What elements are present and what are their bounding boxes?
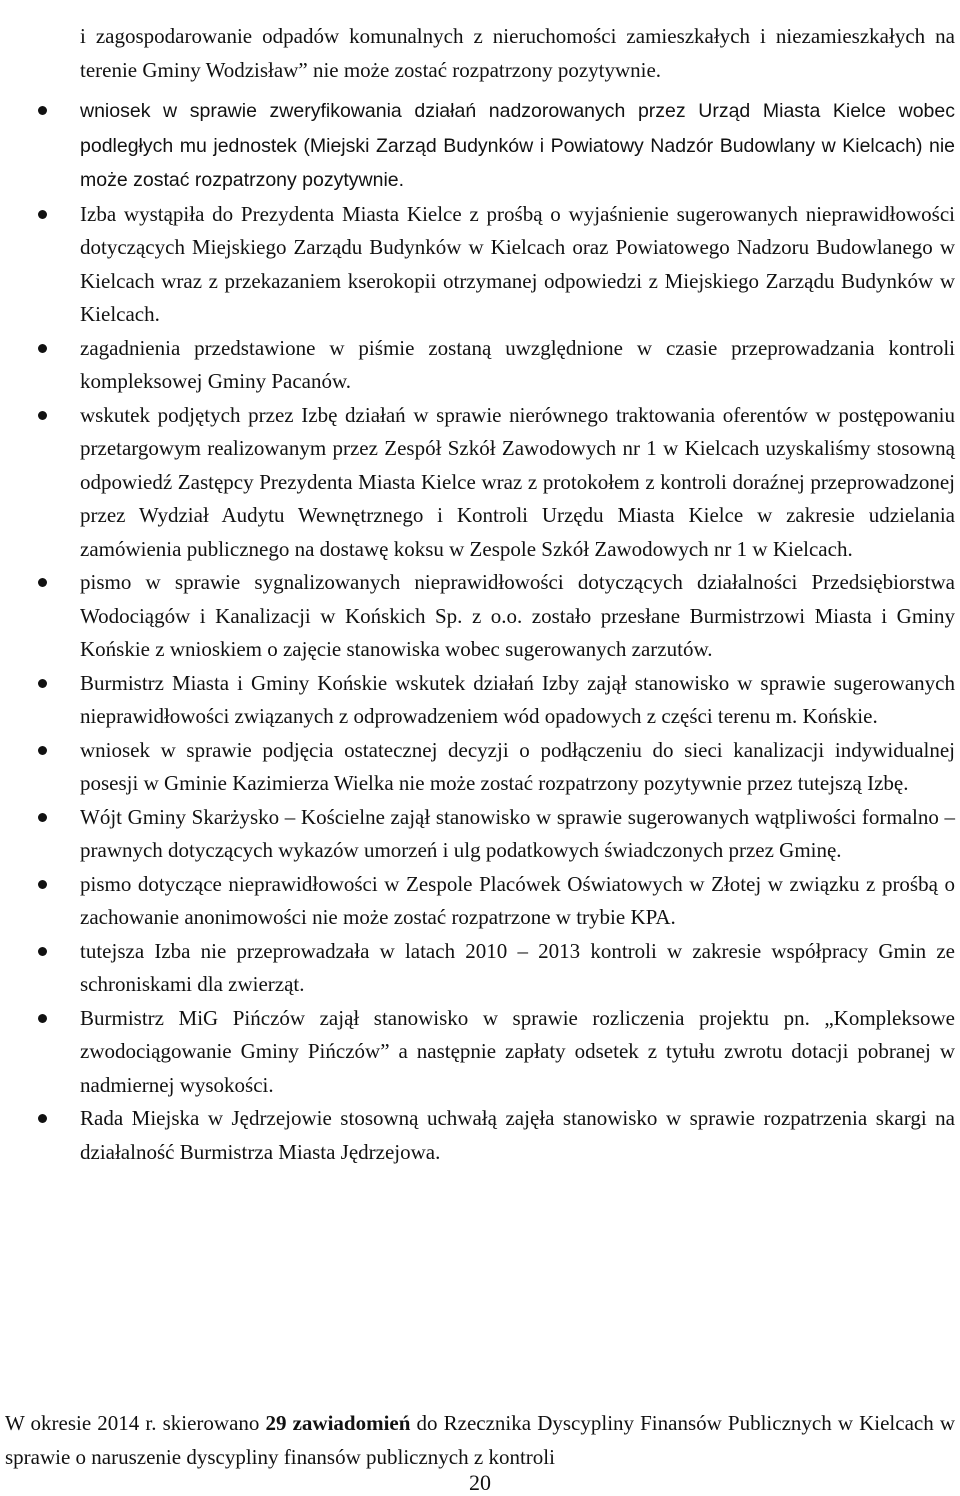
final-paragraph-start: W okresie 2014 r. skierowano (5, 1411, 266, 1435)
bullet-dot-icon (38, 746, 47, 755)
bullet-dot-icon (38, 880, 47, 889)
bullet-dot-icon (38, 578, 47, 587)
bullet-item-5 (0, 566, 960, 667)
bullet-text: pismo w sprawie sygnalizowanych nieprawidłowości dotyczących działalności Przedsiębiorstwa Wodociągów i Kanalizacji w Końskich Sp. z o.o. zostało przesłane Burmistrzowi Miasta i Gminy Końskie z wnioskiem o zajęcie stanowiska wobec sugerowanych zarzutów. (80, 570, 955, 661)
bullet-text: wskutek podjętych przez Izbę działań w sprawie nierównego traktowania oferentów w postępowaniu przetargowym realizowanym przez Zespół Szkół Zawodowych nr 1 w Kielcach uzyskaliśmy stosowną odpowiedź Zastępcy Prezydenta Miasta Kielce wraz z protokołem z kontroli doraźnej przeprowadzonej przez Wydział Audytu Wewnętrznego i Kontroli Urzędu Miasta Kielce w zakresie udzielania zamówienia publicznego na dostawę koksu w Zespole Szkół Zawodowych nr 1 w Kielcach. (80, 402, 955, 561)
bullet-dot-icon (38, 106, 47, 115)
bullet-item-3 (0, 332, 960, 399)
bullet-item-4 (0, 399, 960, 567)
final-paragraph-end: do Rzecznika Dyscypliny Finansów Publicznych w Kielcach w sprawie o naruszenie dyscypliny finansów publicznych z kontroli (5, 1411, 955, 1469)
bullet-dot-icon (38, 1114, 47, 1123)
bullet-item-2 (0, 198, 960, 332)
bullet-dot-icon (38, 679, 47, 688)
final-paragraph-bold: 29 zawiadomień (265, 1411, 411, 1435)
bullet-text: Burmistrz Miasta i Gminy Końskie wskutek działań Izby zajął stanowisko w sprawie sugerowanych nieprawidłowości związanych z odprowadzeniem wód opadowych z części terenu m. Końskie. (80, 670, 955, 728)
bullet-text: wniosek w sprawie zweryfikowania działań nadzorowanych przez Urząd Miasta Kielce wobec podległych mu jednostek (Miejski Zarząd Budynków i Powiatowy Nadzór Budowlany w Kielcach) nie może zostać rozpatrzony pozytywnie. (80, 100, 955, 191)
bullet-dot-icon (38, 210, 47, 219)
bullet-item-12 (0, 1102, 960, 1169)
bullet-list (0, 94, 960, 1169)
bullet-dot-icon (38, 1014, 47, 1023)
bullet-dot-icon (38, 947, 47, 956)
bullet-text: Izba wystąpiła do Prezydenta Miasta Kielce z prośbą o wyjaśnienie sugerowanych nieprawidłowości dotyczących Miejskiego Zarządu Budynków w Kielcach oraz Powiatowego Nadzoru Budowlanego w Kielcach wraz z przekazaniem kserokopii otrzymanej odpowiedzi z Miejskiego Zarządu Budynków w Kielcach. (80, 201, 955, 326)
bullet-dot-icon (38, 344, 47, 353)
bullet-item-1 (0, 94, 960, 198)
bullet-item-11 (0, 1002, 960, 1103)
bullet-text: pismo dotyczące nieprawidłowości w Zespole Placówek Oświatowych w Złotej w związku z prośbą o zachowanie anonimowości nie może zostać rozpatrzone w trybie KPA. (80, 871, 955, 929)
bullet-item-9 (0, 868, 960, 935)
bullet-item-8 (0, 801, 960, 868)
bullet-text: zagadnienia przedstawione w piśmie zostaną uwzględnione w czasie przeprowadzania kontroli kompleksowej Gminy Pacanów. (80, 335, 955, 393)
bullet-dot-icon (38, 411, 47, 420)
bullet-item-10 (0, 935, 960, 1002)
bullet-dot-icon (38, 813, 47, 822)
bullet-text: Burmistrz MiG Pińczów zajął stanowisko w sprawie rozliczenia projektu pn. „Kompleksowe zwodociągowanie Gminy Pińczów” a następnie zapłaty odsetek z tytułu zwrotu dotacji pobranej w nadmiernej wysokości. (80, 1005, 955, 1097)
continuation-paragraph: i zagospodarowanie odpadów komunalnych z nieruchomości zamieszkałych i niezamieszkałych na terenie Gminy Wodzisław” nie może zostać rozpatrzony pozytywnie. (80, 24, 955, 82)
bullet-item-7 (0, 734, 960, 801)
bullet-text: Rada Miejska w Jędrzejowie stosowną uchwałą zajęła stanowisko w sprawie rozpatrzenia skargi na działalność Burmistrza Miasta Jędrzejowa. (80, 1106, 955, 1164)
bullet-text: Wójt Gminy Skarżysko – Kościelne zajął stanowisko w sprawie sugerowanych wątpliwości formalno – prawnych dotyczących wykazów umorzeń i ulg podatkowych świadczonych przez Gminę. (80, 804, 955, 862)
bullet-text: wniosek w sprawie podjęcia ostatecznej decyzji o podłączeniu do sieci kanalizacji indywidualnej posesji w Gminie Kazimierza Wielka nie może zostać rozpatrzony pozytywnie przez tutejszą Izbę. (80, 737, 955, 795)
bullet-item-6 (0, 667, 960, 734)
final-paragraph (5, 1407, 955, 1474)
page-number: 20 (469, 1470, 491, 1495)
bullet-text: tutejsza Izba nie przeprowadzała w latach 2010 – 2013 kontroli w zakresie współpracy Gmin ze schroniskami dla zwierząt. (80, 938, 955, 996)
